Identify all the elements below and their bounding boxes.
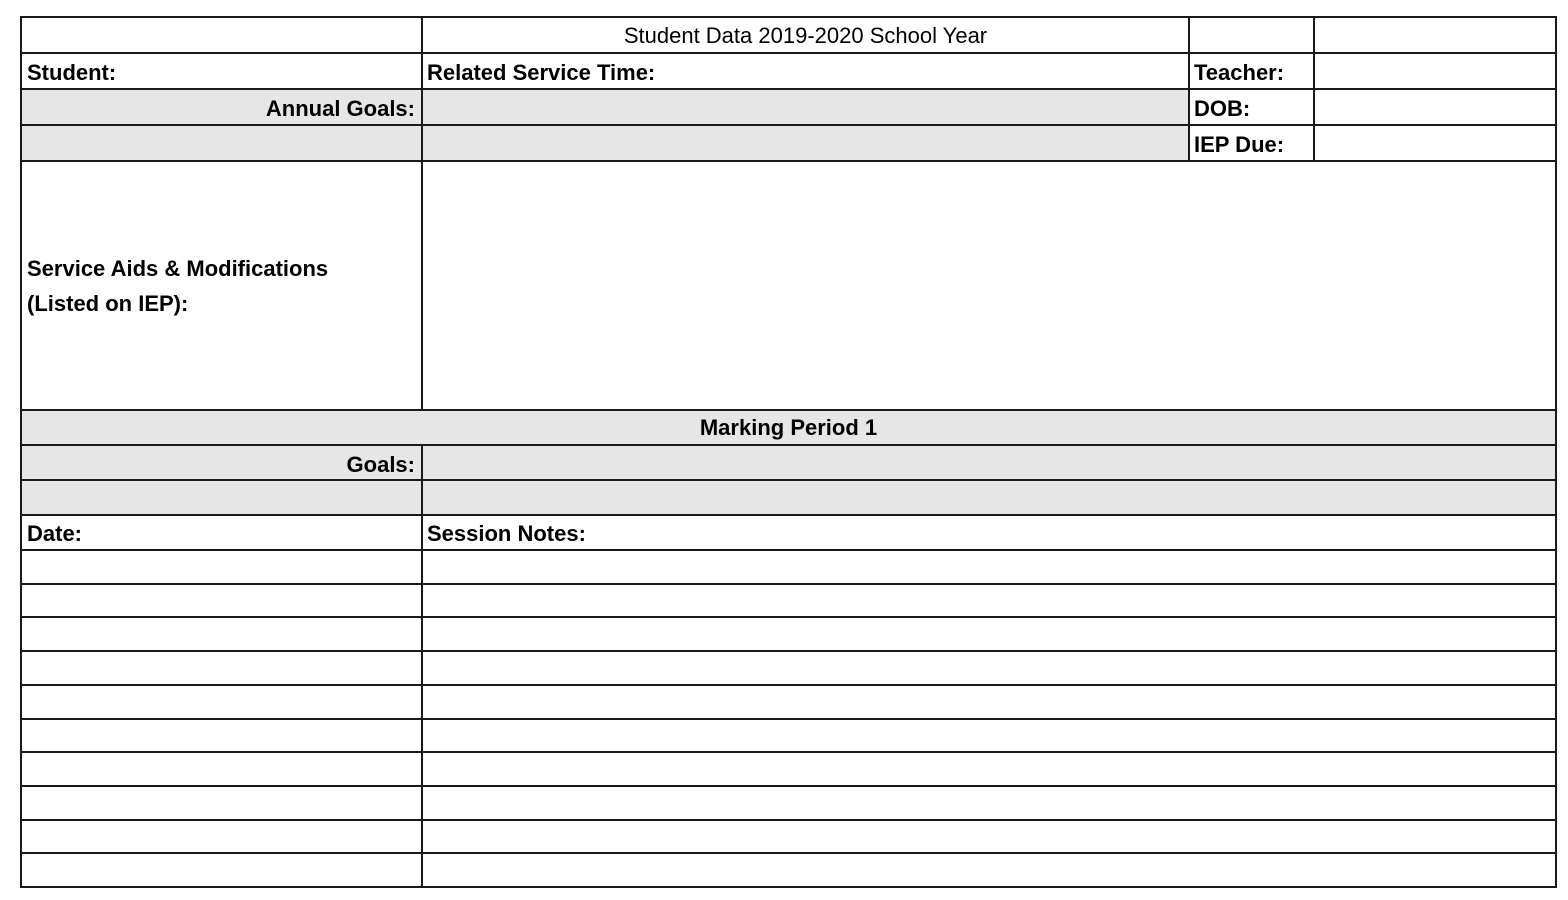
service-aids-value-cell[interactable] bbox=[422, 161, 1557, 410]
session-date-cell[interactable] bbox=[20, 616, 422, 650]
session-notes-cell[interactable] bbox=[422, 583, 1557, 617]
grid-line bbox=[421, 444, 423, 888]
grid-line bbox=[421, 16, 423, 410]
title-left-cell bbox=[20, 16, 422, 53]
dob-label: DOB: bbox=[1194, 96, 1251, 121]
student-label: Student: bbox=[27, 60, 117, 85]
related-service-time-label: Related Service Time: bbox=[427, 60, 656, 85]
iep-due-label: IEP Due: bbox=[1194, 132, 1285, 157]
teacher-value-cell[interactable] bbox=[1314, 53, 1557, 89]
session-notes-column-header: Session Notes: bbox=[427, 521, 586, 546]
service-aids-label-line2: (Listed on IEP): bbox=[27, 291, 189, 316]
annual-goals-extra-label-cell bbox=[20, 125, 422, 161]
goals-extra-value-cell[interactable] bbox=[422, 480, 1557, 515]
date-column-header: Date: bbox=[27, 521, 83, 546]
session-notes-cell[interactable] bbox=[422, 684, 1557, 718]
session-notes-cell[interactable] bbox=[422, 852, 1557, 886]
student-data-form bbox=[20, 16, 1557, 890]
service-aids-label-line1: Service Aids & Modifications bbox=[27, 256, 329, 281]
grid-line bbox=[20, 479, 1557, 481]
grid-line bbox=[20, 160, 1557, 162]
grid-line bbox=[20, 16, 22, 888]
goals-value-cell[interactable] bbox=[422, 445, 1557, 480]
grid-line bbox=[20, 124, 1557, 126]
session-notes-cell[interactable] bbox=[422, 549, 1557, 583]
session-date-cell[interactable] bbox=[20, 684, 422, 718]
session-notes-cell[interactable] bbox=[422, 718, 1557, 752]
session-notes-cell[interactable] bbox=[422, 751, 1557, 785]
session-date-cell[interactable] bbox=[20, 650, 422, 684]
session-date-cell[interactable] bbox=[20, 549, 422, 583]
form-title: Student Data 2019-2020 School Year bbox=[623, 23, 988, 48]
annual-goals-extra-value-cell[interactable] bbox=[422, 125, 1189, 161]
session-notes-cell[interactable] bbox=[422, 819, 1557, 853]
session-date-cell[interactable] bbox=[20, 751, 422, 785]
grid-line bbox=[1555, 16, 1557, 888]
goals-extra-label-cell bbox=[20, 480, 422, 515]
grid-line bbox=[20, 514, 1557, 516]
session-date-cell[interactable] bbox=[20, 718, 422, 752]
grid-line bbox=[20, 52, 1557, 54]
grid-line bbox=[20, 444, 1557, 446]
session-notes-cell[interactable] bbox=[422, 785, 1557, 819]
session-date-cell[interactable] bbox=[20, 852, 422, 886]
session-date-cell[interactable] bbox=[20, 819, 422, 853]
grid-line bbox=[1188, 16, 1190, 161]
grid-line bbox=[20, 409, 1557, 411]
session-notes-cell[interactable] bbox=[422, 616, 1557, 650]
marking-period-title: Marking Period 1 bbox=[699, 415, 878, 440]
grid-line bbox=[20, 886, 1557, 888]
grid-line bbox=[20, 16, 1557, 18]
annual-goals-value-cell[interactable] bbox=[422, 89, 1189, 125]
session-date-cell[interactable] bbox=[20, 583, 422, 617]
goals-label: Goals: bbox=[346, 452, 415, 477]
session-date-cell[interactable] bbox=[20, 785, 422, 819]
grid-line bbox=[20, 88, 1557, 90]
annual-goals-label: Annual Goals: bbox=[265, 96, 415, 121]
grid-line bbox=[1313, 16, 1315, 161]
dob-value-cell[interactable] bbox=[1314, 89, 1557, 125]
session-notes-cell[interactable] bbox=[422, 650, 1557, 684]
iep-due-value-cell[interactable] bbox=[1314, 125, 1557, 161]
grid-line bbox=[20, 549, 1557, 551]
teacher-label: Teacher: bbox=[1194, 60, 1285, 85]
